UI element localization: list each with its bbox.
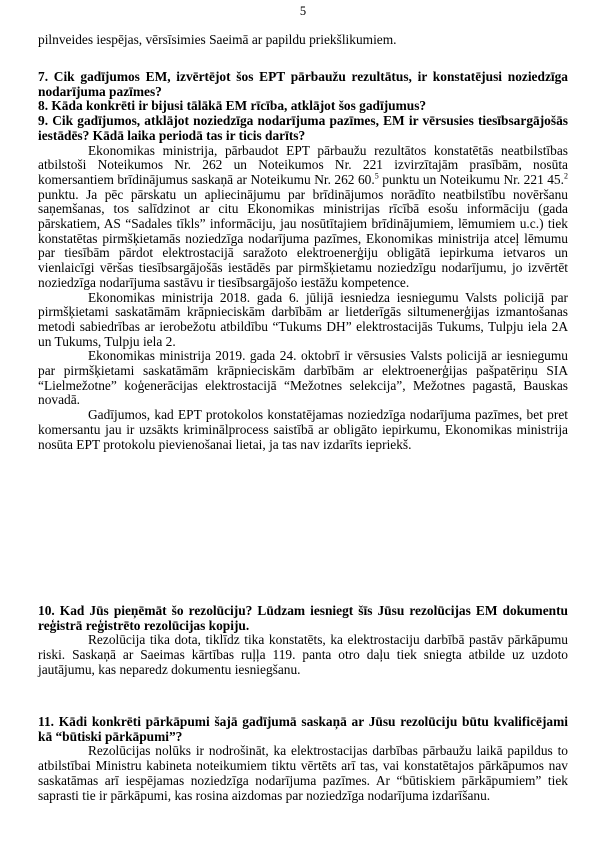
- answer-7-9-paragraph-3: Ekonomikas ministrija 2019. gada 24. oktobrī ir vērsusies Valsts policijā ar iesniegumu par pirmšķietami saskatāmām krāpnieciskām darbībām ar elektroenerģijas pašpatēriņu SIA “Lielmežotne” koģenerācijas elektrostacijā “Mežotnes selekcija”, Mežotnes pagastā, Bauskas novadā.: [38, 348, 568, 408]
- answer-7-9-paragraph-4: Gadījumos, kad EPT protokolos konstatējamas noziedzīga nodarījuma pazīmes, bet pret komersantu jau ir uzsākts kriminālprocess saistībā ar obligāto iepirkumu, Ekonomikas ministrija nosūta EPT protokolu pievienošanai lietai, ja tas nav izdarīts iepriekš.: [38, 407, 568, 452]
- page-number: 5: [299, 4, 307, 18]
- section-question-11: [38, 715, 568, 803]
- section-question-10: [38, 604, 568, 678]
- answer-7-9-p1-text-c: punktu. Ja pēc pārskatu un apliecinājumu par brīdinājumos norādīto neatbilstību novēršanu saņemšanas, tos salīdzinot ar citu Ekonomikas ministrijas rīcībā esošu informāciju (gada pārskatiem, AS “Sadales tīkls” informāciju, jau nosūtītajiem brīdinājumiem, lēmumiem u.c.) tiek konstatētas pirmšķietamās noziedzīga nodarījuma pazīmes, Ekonomikas ministrija atceļ lēmumu par tiesībām pārdot elektrostacijā saražoto elektroenerģiju obligātā iepirkuma ietvaros un vienlaicīgi vēršas tiesībsargājošās iestādēs par pirmšķietamu noziedzīgu nodarījumu, jo izvērtēt noziedzīga nodarījuma sastāvu ir tiesībsargājošo iestāžu kompetence.: [38, 186, 568, 290]
- answer-7-9-paragraph-1: [38, 144, 568, 291]
- question-10: 10. Kad Jūs pieņēmāt šo rezolūciju? Lūdzam iesniegt šīs Jūsu rezolūcijas EM dokumentu reģistrā reģistrēto rezolūcijas kopiju.: [38, 603, 568, 633]
- footnote-sup-5: 5: [374, 171, 379, 181]
- question-11: 11. Kādi konkrēti pārkāpumi šajā gadījumā saskaņā ar Jūsu rezolūciju būtu kvalificējami kā “būtiski pārkāpumi”?: [38, 714, 568, 744]
- intro-line: pilnveides iespējas, vērsīsimies Saeimā ar papildu priekšlikumiem.: [38, 32, 397, 47]
- answer-7-9-p1-text-a: Ekonomikas ministrija, pārbaudot EPT pārbaužu rezultātos konstatētās neatbilstības atbilstoši Noteikumos Nr. 262 un Noteikumos Nr. 221 izvirzītajām prasībām, nosūta komersantiem brīdinājumus saskaņā ar Noteikumu Nr. 262 60.: [38, 142, 568, 187]
- question-9: 9. Cik gadījumos, atklājot noziedzīga nodarījuma pazīmes, EM ir vērsusies tiesībsargājošās iestādēs? Kādā laika periodā tas ir ticis darīts?: [38, 113, 568, 143]
- answer-11: Rezolūcijas nolūks ir nodrošināt, ka elektrostacijas darbības pārbaužu laikā papildus to atbilstībai Ministru kabineta noteikumiem tiktu vērtēts arī tas, vai konstatētajos pārkāpumos nav saskatāmas arī iespējamas noziedzīga nodarījuma pazīmes. Ar “būtiskiem pārkāpumiem” tiek saprasti tie ir pārkāpumi, kas rosina aizdomas par noziedzīga nodarījuma izdarīšanu.: [38, 743, 568, 803]
- footnote-sup-2: 2: [563, 171, 568, 181]
- answer-7-9-paragraph-2: Ekonomikas ministrija 2018. gada 6. jūlijā iesniedza iesniegumu Valsts policijā par pirmšķietami saskatāmām krāpnieciskām darbībām ar lietderīgās siltumenerģijas izmantošanas metodi sabiedrības ar ierobežotu atbildību “Tukums DH” elektrostacijās Tukums, Tulpju iela 2A un Tukums, Tulpju iela 2.: [38, 289, 568, 349]
- question-7: 7. Cik gadījumos EM, izvērtējot šos EPT pārbaužu rezultātus, ir konstatējusi noziedzīga nodarījuma pazīmes?: [38, 69, 568, 99]
- section-questions-7-9: [38, 70, 568, 452]
- question-8: 8. Kāda konkrēti ir bijusi tālākā EM rīcība, atklājot šos gadījumus?: [38, 98, 427, 114]
- answer-7-9-p1-text-b: punktu un Noteikumu Nr. 221 45.: [378, 171, 564, 187]
- answer-10: Rezolūcija tika dota, tiklīdz tika konstatēts, ka elektrostaciju darbībā pastāv pārkāpumu riski. Saskaņā ar Saeimas kārtības ruļļa 119. panta otro daļu tiek sniegta atbilde uz uzdoto jautājumu, kas neparedz dokumentu iesniegšanu.: [38, 632, 568, 677]
